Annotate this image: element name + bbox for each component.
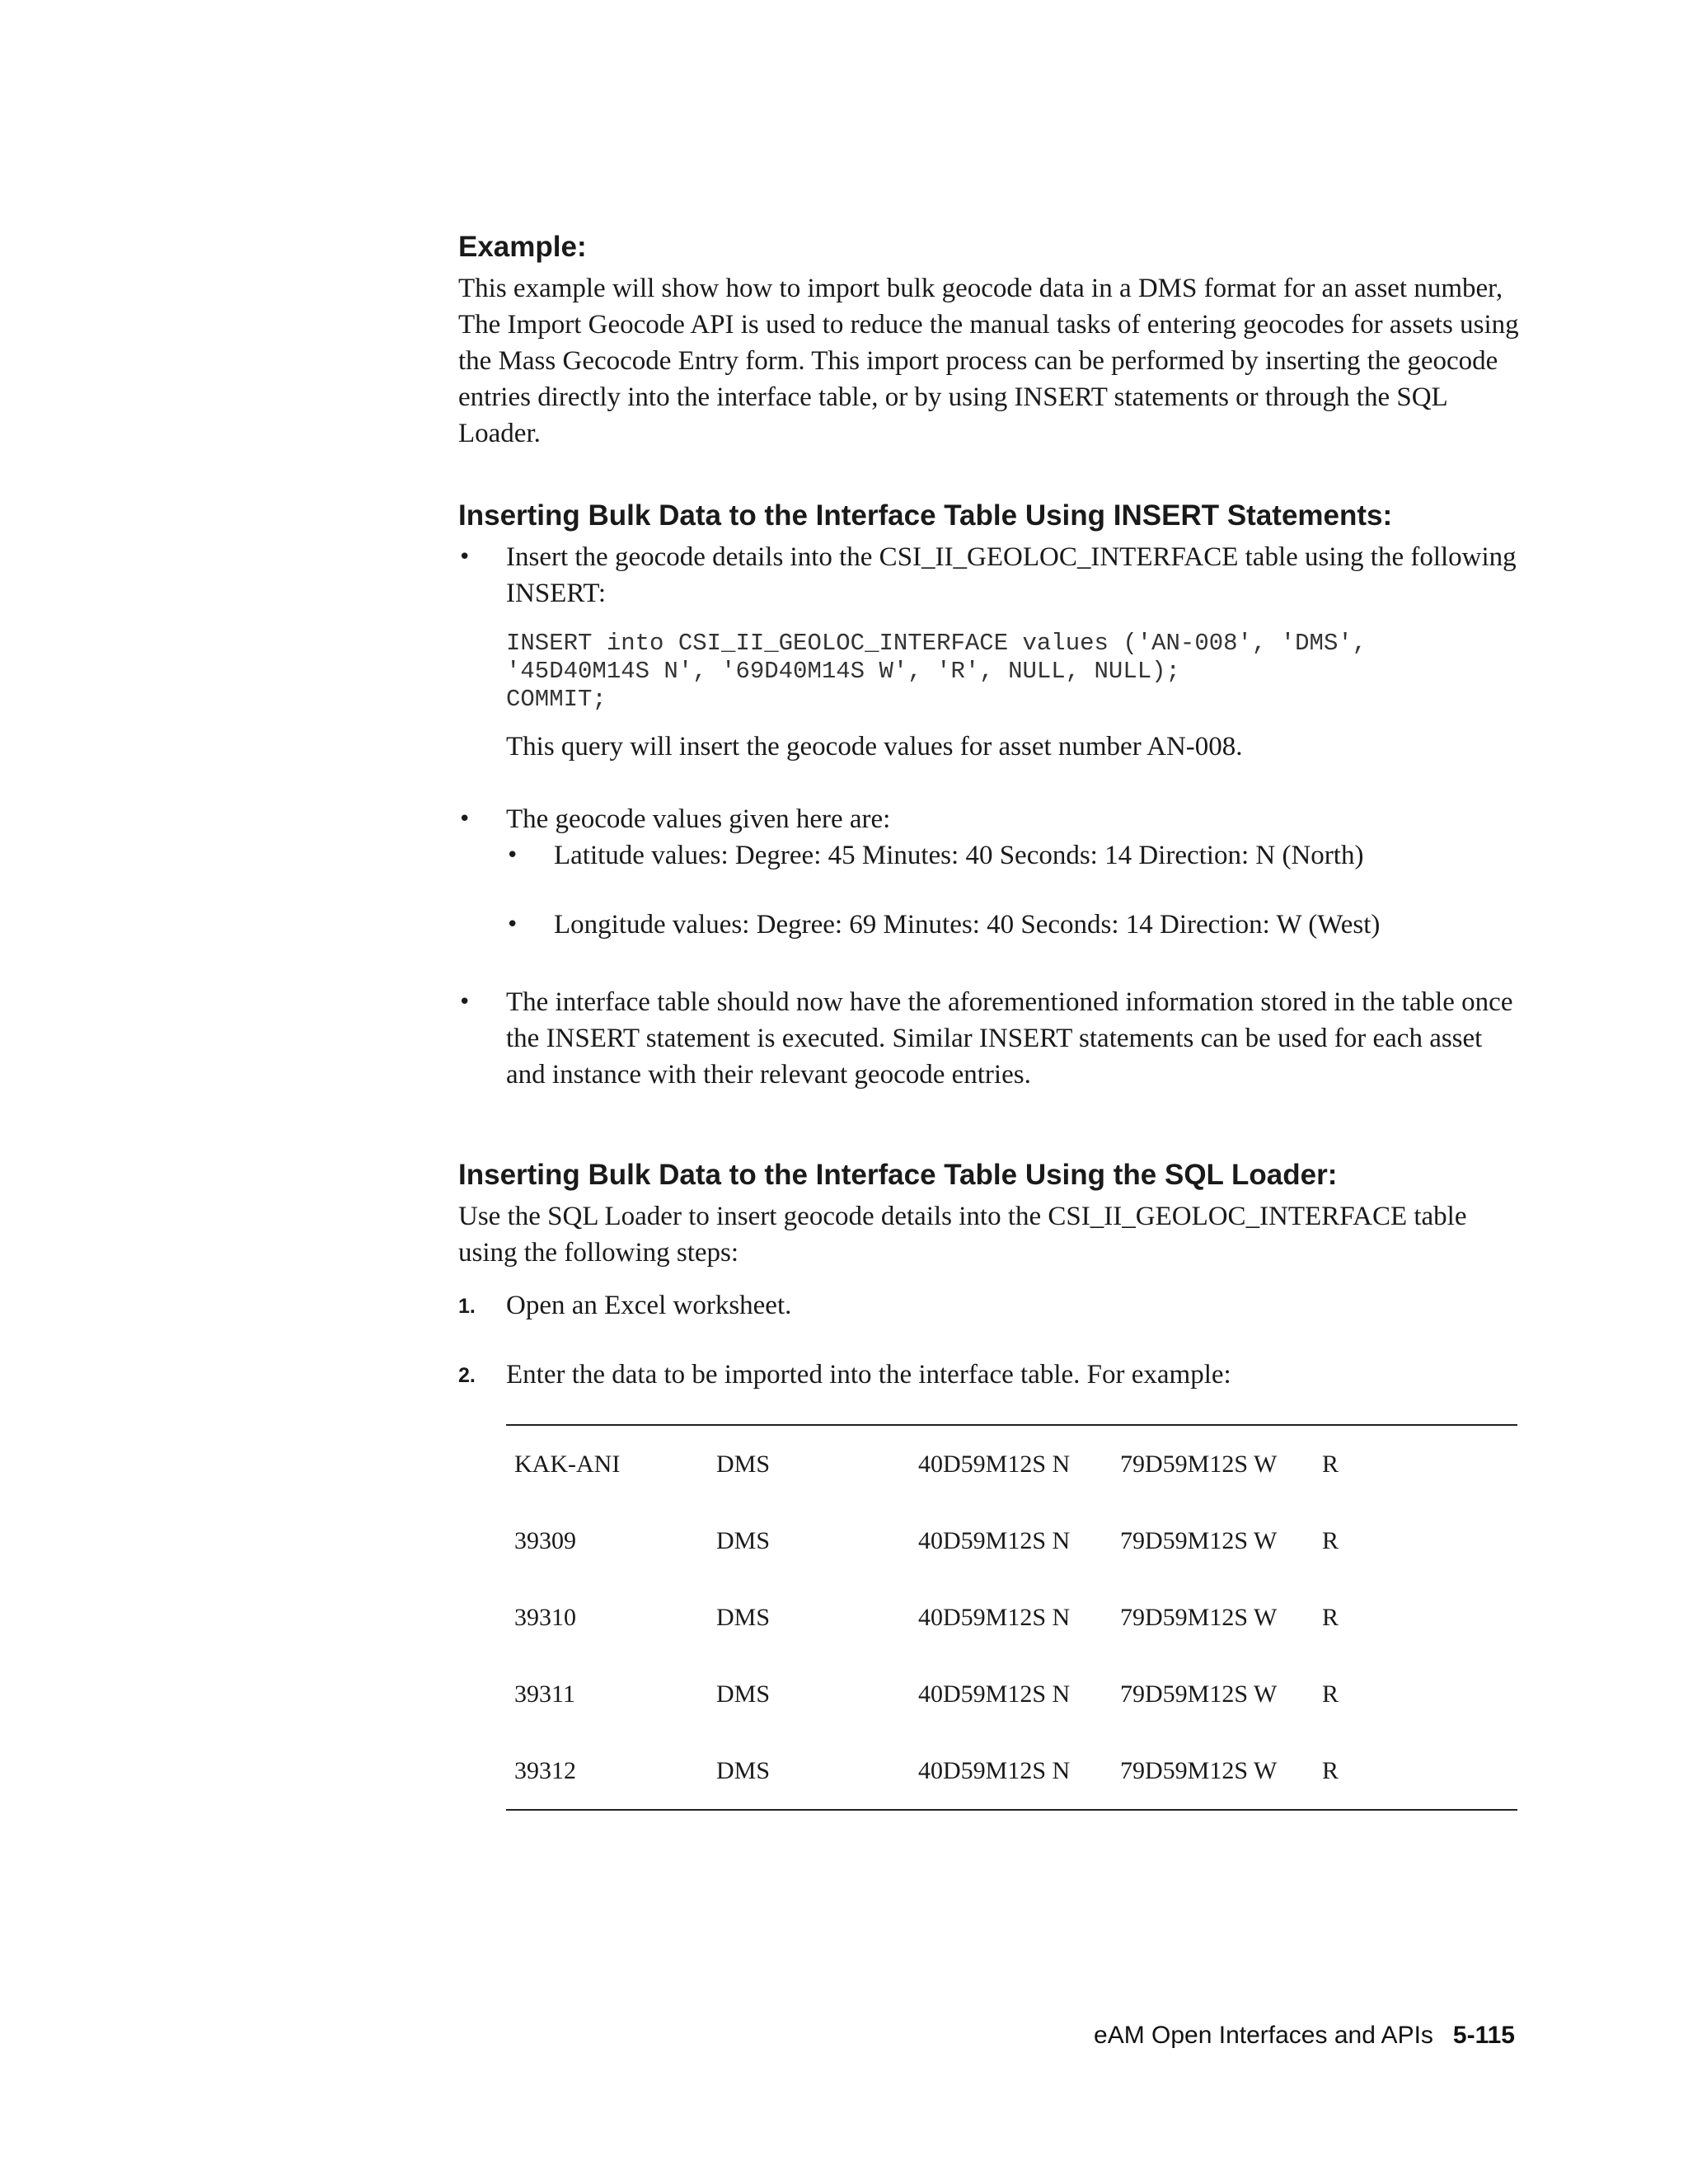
- table-cell: 79D59M12S W: [1120, 1526, 1278, 1554]
- geocode-sub-list: [506, 837, 1522, 943]
- bullet-insert-details: [458, 539, 1522, 765]
- table-cell: 40D59M12S N: [918, 1450, 1071, 1478]
- sub-bullet-latitude: [506, 837, 1522, 874]
- table-cell: 39309: [514, 1526, 576, 1554]
- table-cell: R: [1322, 1450, 1339, 1478]
- bullet-glyph: •: [458, 545, 471, 569]
- data-table: [506, 1426, 1517, 1809]
- table-cell: KAK-ANI: [514, 1450, 621, 1478]
- page-number: 5-115: [1452, 2022, 1515, 2049]
- table-cell: R: [1322, 1603, 1339, 1631]
- table-cell: 39312: [514, 1756, 576, 1784]
- table-cell: DMS: [716, 1603, 771, 1631]
- table-row: [506, 1656, 1517, 1732]
- step-item: [458, 1357, 1522, 1393]
- page-content: [458, 229, 1522, 1811]
- sub-bullet-longitude: [506, 907, 1522, 943]
- table-cell: DMS: [716, 1526, 771, 1554]
- table-cell: 40D59M12S N: [918, 1756, 1071, 1784]
- table-row: [506, 1502, 1517, 1579]
- insert-bullet-list: [458, 539, 1522, 1093]
- insert-code-block: [506, 630, 1522, 714]
- step-text: Enter the data to be imported into the interface table. For example:: [506, 1360, 1231, 1390]
- table-cell: R: [1322, 1756, 1339, 1784]
- table-cell: 79D59M12S W: [1120, 1680, 1278, 1708]
- step-item: [458, 1287, 1522, 1324]
- table-cell: R: [1322, 1680, 1339, 1708]
- table-cell: 39311: [514, 1680, 575, 1708]
- code-line: COMMIT;: [506, 686, 607, 713]
- table-row: [506, 1732, 1517, 1809]
- sub-bullet-text: Longitude values: Degree: 69 Minutes: 40 Seconds: 14 Direction: W (West): [554, 910, 1381, 940]
- table-row: [506, 1426, 1517, 1502]
- table-cell: DMS: [716, 1450, 771, 1478]
- table-cell: 79D59M12S W: [1120, 1756, 1278, 1784]
- step-text: Open an Excel worksheet.: [506, 1291, 792, 1320]
- code-line: '45D40M14S N', '69D40M14S W', 'R', NULL, NULL);: [506, 658, 1180, 685]
- sql-loader-intro: Use the SQL Loader to insert geocode details into the CSI_II_GEOLOC_INTERFACE table using the following steps:: [458, 1202, 1467, 1268]
- example-data-table: [506, 1424, 1517, 1811]
- table-cell: DMS: [716, 1756, 771, 1784]
- example-heading: Example:: [458, 231, 587, 263]
- table-cell: R: [1322, 1526, 1339, 1554]
- bullet-glyph: •: [458, 990, 471, 1015]
- table-cell: 40D59M12S N: [918, 1526, 1071, 1554]
- table-cell: 40D59M12S N: [918, 1603, 1071, 1631]
- step-number: 2.: [458, 1364, 476, 1387]
- bullet-glyph: •: [458, 807, 471, 832]
- table-cell: 40D59M12S N: [918, 1680, 1071, 1708]
- bullet-geocode-values: [458, 801, 1522, 943]
- sql-loader-heading: Inserting Bulk Data to the Interface Table Using the SQL Loader:: [458, 1159, 1338, 1191]
- step-number: 1.: [458, 1295, 476, 1318]
- bullet-interface-table: [458, 984, 1522, 1093]
- table-cell: 79D59M12S W: [1120, 1450, 1278, 1478]
- bullet-text: The interface table should now have the aforementioned information stored in the table once the INSERT statement is executed. Similar INSERT statements can be used for each asset and instance with their relevant geocode entries.: [506, 987, 1513, 1090]
- table-cell: 39310: [514, 1603, 576, 1631]
- code-line: INSERT into CSI_II_GEOLOC_INTERFACE values ('AN-008', 'DMS',: [506, 630, 1367, 657]
- bullet-text: Insert the geocode details into the CSI_II_GEOLOC_INTERFACE table using the following INSERT:: [506, 542, 1517, 608]
- insert-section-heading: Inserting Bulk Data to the Interface Table Using INSERT Statements:: [458, 499, 1393, 532]
- table-row: [506, 1579, 1517, 1656]
- example-intro: This example will show how to import bulk geocode data in a DMS format for an asset number, The Import Geocode API is used to reduce the manual tasks of entering geocodes for assets using the Mass Gecocode Entry form. This import process can be performed by inserting the geocode entries directly into the interface table, or by using INSERT statements or through the SQL Loader.: [458, 274, 1519, 448]
- bullet-text: The geocode values given here are:: [506, 804, 891, 834]
- sub-bullet-text: Latitude values: Degree: 45 Minutes: 40 Seconds: 14 Direction: N (North): [554, 841, 1364, 870]
- page-footer: [1094, 2019, 1515, 2052]
- query-note: This query will insert the geocode values for asset number AN-008.: [506, 732, 1243, 762]
- bullet-glyph: •: [506, 912, 519, 937]
- table-cell: 79D59M12S W: [1120, 1603, 1278, 1631]
- bullet-glyph: •: [506, 843, 519, 868]
- steps-list: [458, 1287, 1522, 1393]
- table-cell: DMS: [716, 1680, 771, 1708]
- footer-title: eAM Open Interfaces and APIs: [1094, 2022, 1433, 2049]
